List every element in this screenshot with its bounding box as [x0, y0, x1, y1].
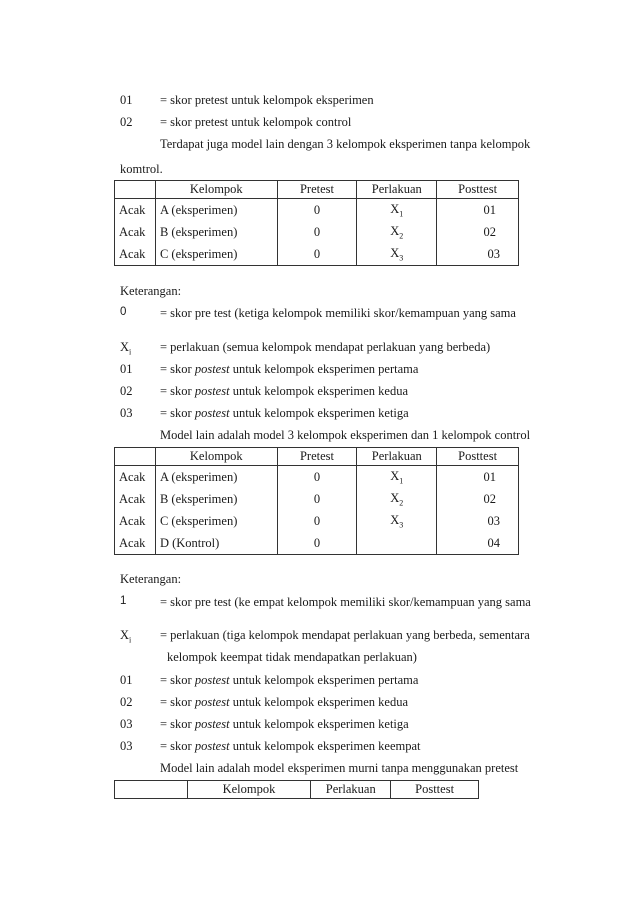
treatment-subscript: 2 [399, 231, 404, 241]
item-text: = skor pre test (ketiga kelompok memiliki skor/kemampuan yang sama [160, 306, 516, 320]
table-cell: 0 [277, 466, 357, 489]
text-part: untuk kelompok eksperimen ketiga [229, 717, 409, 731]
item-label: 02 [120, 115, 133, 129]
table-cell: Acak [115, 466, 156, 489]
text-part: = skor [160, 739, 195, 753]
item-label: 03 [120, 406, 133, 420]
table-row [115, 510, 519, 532]
table-cell: 03 [437, 510, 519, 532]
table-cell: Acak [115, 488, 156, 510]
treatment-subscript: 2 [399, 498, 404, 508]
table-cell: 0 [277, 510, 357, 532]
table-header-row [115, 181, 519, 199]
item-text [160, 673, 418, 688]
table-cell [357, 199, 437, 222]
text-part: untuk kelompok eksperimen pertama [229, 362, 419, 376]
table-cell: 01 [437, 466, 519, 489]
table-cell: 0 [277, 488, 357, 510]
item-text [160, 717, 409, 732]
table-row [115, 488, 519, 510]
table-cell: C (eksperimen) [155, 510, 277, 532]
table-cell: A (eksperimen) [155, 199, 277, 222]
table-header-row [115, 448, 519, 466]
table-cell [357, 466, 437, 489]
header-cell: Perlakuan [357, 448, 437, 466]
text-part: untuk kelompok eksperimen keempat [229, 739, 421, 753]
treatment-subscript: 3 [399, 520, 404, 530]
table-row [115, 199, 519, 222]
paragraph-line: Model lain adalah model 3 kelompok eksperimen dan 1 kelompok control [160, 428, 531, 442]
table-row [115, 532, 519, 555]
table-2 [114, 447, 519, 555]
keterangan-title: Keterangan: [120, 284, 182, 298]
table-row [115, 466, 519, 489]
item-label: 01 [120, 362, 133, 376]
treatment-symbol: X [390, 223, 400, 238]
symbol-x: X [120, 628, 130, 642]
paragraph-line: Terdapat juga model lain dengan 3 kelompok eksperimen tanpa kelompok [160, 137, 531, 151]
header-cell: Perlakuan [357, 181, 437, 199]
item-text [160, 384, 408, 399]
item-label: 1 [120, 595, 127, 607]
item-label: 03 [120, 717, 133, 731]
treatment-subscript: 3 [399, 253, 404, 263]
text-part: untuk kelompok eksperimen kedua [229, 695, 408, 709]
table-1 [114, 180, 519, 266]
symbol-subscript: i [129, 347, 132, 357]
treatment-subscript: 1 [399, 476, 404, 486]
text-emphasis: postest [194, 739, 230, 753]
text-part: untuk kelompok eksperimen kedua [229, 384, 408, 398]
text-part: = skor [160, 406, 195, 420]
table-cell: 0 [277, 243, 357, 266]
text-part: = skor [160, 362, 195, 376]
item-label: 01 [120, 673, 133, 687]
table-cell [357, 488, 437, 510]
header-cell: Posttest [437, 181, 519, 199]
text-part: = skor [160, 695, 195, 709]
item-label: 02 [120, 695, 133, 709]
table-cell: C (eksperimen) [155, 243, 277, 266]
table-cell: B (eksperimen) [155, 221, 277, 243]
text-emphasis: postest [194, 717, 230, 731]
table-cell [357, 221, 437, 243]
header-cell: Posttest [391, 781, 479, 799]
table-header-row [115, 781, 479, 799]
item-text: = skor pretest untuk kelompok control [160, 115, 352, 129]
text-emphasis: postest [194, 362, 230, 376]
text-emphasis: postest [194, 406, 230, 420]
item-text: = skor pretest untuk kelompok eksperimen [160, 93, 374, 107]
table-cell: 02 [437, 221, 519, 243]
item-text [160, 695, 408, 710]
table-cell: 0 [277, 221, 357, 243]
keterangan-title: Keterangan: [120, 572, 182, 586]
item-label: 0 [120, 306, 127, 318]
text-part: = skor [160, 717, 195, 731]
item-label: 01 [120, 93, 133, 107]
header-cell: Pretest [277, 181, 357, 199]
item-text: = perlakuan (semua kelompok mendapat perlakuan yang berbeda) [160, 340, 491, 354]
text-part: untuk kelompok eksperimen ketiga [229, 406, 409, 420]
treatment-symbol: X [390, 201, 400, 216]
item-text [160, 406, 409, 421]
item-text: = perlakuan (tiga kelompok mendapat perlakuan yang berbeda, sementara [160, 628, 530, 642]
treatment-symbol: X [390, 512, 400, 527]
table-cell: Acak [115, 221, 156, 243]
header-cell: Kelompok [187, 781, 311, 799]
item-text [160, 362, 418, 377]
header-cell [115, 181, 156, 199]
item-label: 02 [120, 384, 133, 398]
text-emphasis: postest [194, 695, 230, 709]
text-emphasis: postest [194, 384, 230, 398]
symbol-x: X [120, 340, 130, 354]
text-part: = skor [160, 673, 195, 687]
table-cell: A (eksperimen) [155, 466, 277, 489]
text-part: = skor [160, 384, 195, 398]
item-label [120, 628, 131, 645]
table-row [115, 221, 519, 243]
table-3 [114, 780, 479, 799]
header-cell: Perlakuan [311, 781, 391, 799]
table-cell: 01 [437, 199, 519, 222]
treatment-subscript: 1 [399, 209, 404, 219]
paragraph-line: komtrol. [120, 162, 163, 176]
text-emphasis: postest [194, 673, 230, 687]
treatment-symbol: X [390, 468, 400, 483]
item-label [120, 340, 131, 357]
item-text [160, 739, 421, 754]
table-cell: Acak [115, 199, 156, 222]
table-cell: 0 [277, 532, 357, 555]
item-label: 03 [120, 739, 133, 753]
table-cell: D (Kontrol) [155, 532, 277, 555]
table-cell [357, 532, 437, 555]
header-cell [115, 448, 156, 466]
table-cell: 03 [437, 243, 519, 266]
table-cell [357, 243, 437, 266]
table-cell: 04 [437, 532, 519, 555]
table-row [115, 243, 519, 266]
header-cell: Kelompok [155, 181, 277, 199]
table-cell [357, 510, 437, 532]
table-cell: B (eksperimen) [155, 488, 277, 510]
header-cell: Posttest [437, 448, 519, 466]
symbol-subscript: i [129, 635, 132, 645]
table-cell: 0 [277, 199, 357, 222]
paragraph-line: Model lain adalah model eksperimen murni tanpa menggunakan pretest [160, 761, 519, 775]
header-cell: Pretest [277, 448, 357, 466]
table-cell: 02 [437, 488, 519, 510]
item-text: kelompok keempat tidak mendapatkan perlakuan) [167, 650, 417, 664]
table-cell: Acak [115, 532, 156, 555]
treatment-symbol: X [390, 490, 400, 505]
table-cell: Acak [115, 243, 156, 266]
header-cell [115, 781, 188, 799]
text-part: untuk kelompok eksperimen pertama [229, 673, 419, 687]
treatment-symbol: X [390, 245, 400, 260]
header-cell: Kelompok [155, 448, 277, 466]
item-text: = skor pre test (ke empat kelompok memiliki skor/kemampuan yang sama [160, 595, 531, 609]
table-cell: Acak [115, 510, 156, 532]
